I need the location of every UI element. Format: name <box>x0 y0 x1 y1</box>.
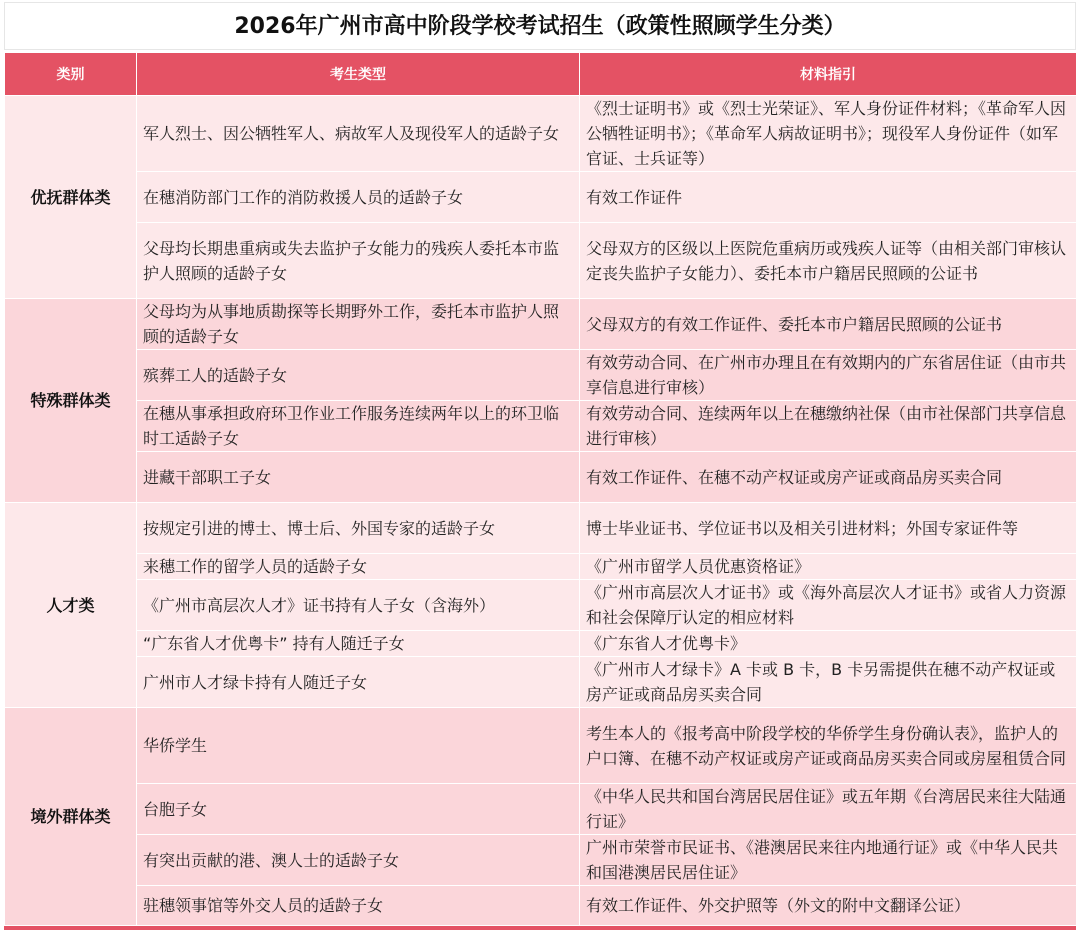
type-cell: 父母均为从事地质勘探等长期野外工作，委托本市监护人照顾的适龄子女 <box>137 299 580 350</box>
page-title: 2026年广州市高中阶段学校考试招生（政策性照顾学生分类） <box>4 2 1076 50</box>
type-cell: 驻穗领事馆等外交人员的适龄子女 <box>137 886 580 926</box>
type-cell: 在穗消防部门工作的消防救援人员的适龄子女 <box>137 172 580 223</box>
type-cell: 殡葬工人的适龄子女 <box>137 350 580 401</box>
guide-cell: 博士毕业证书、学位证书以及相关引进材料；外国专家证件等 <box>580 503 1077 554</box>
table-row <box>5 708 1077 784</box>
type-cell: “广东省人才优粤卡” 持有人随迁子女 <box>137 631 580 657</box>
category-cell: 境外群体类 <box>5 708 137 926</box>
table-row <box>5 350 1077 401</box>
type-cell: 在穗从事承担政府环卫作业工作服务连续两年以上的环卫临时工适龄子女 <box>137 401 580 452</box>
type-cell: 军人烈士、因公牺牲军人、病故军人及现役军人的适龄子女 <box>137 96 580 172</box>
table-row <box>5 223 1077 299</box>
guide-cell: 《烈士证明书》或《烈士光荣证》、军人身份证件材料；《革命军人因公牺牲证明书》；《革命军人病故证明书》；现役军人身份证件（如军官证、士兵证等） <box>580 96 1077 172</box>
guide-cell: 有效工作证件、外交护照等（外文的附中文翻译公证） <box>580 886 1077 926</box>
table-row <box>5 299 1077 350</box>
table-row <box>5 784 1077 835</box>
guide-cell: 考生本人的《报考高中阶段学校的华侨学生身份确认表》，监护人的户口簿、在穗不动产权证或房产证或商品房买卖合同或房屋租赁合同 <box>580 708 1077 784</box>
guide-cell: 广州市荣誉市民证书、《港澳居民来往内地通行证》或《中华人民共和国港澳居民居住证》 <box>580 835 1077 886</box>
guide-cell: 有效劳动合同、在广州市办理且在有效期内的广东省居住证（由市共享信息进行审核） <box>580 350 1077 401</box>
table-row <box>5 835 1077 886</box>
type-cell: 有突出贡献的港、澳人士的适龄子女 <box>137 835 580 886</box>
type-cell: 进藏干部职工子女 <box>137 452 580 503</box>
category-cell: 人才类 <box>5 503 137 708</box>
type-cell: 广州市人才绿卡持有人随迁子女 <box>137 657 580 708</box>
category-cell: 特殊群体类 <box>5 299 137 503</box>
table-row <box>5 401 1077 452</box>
policy-table <box>4 52 1077 926</box>
guide-cell: 《广州市留学人员优惠资格证》 <box>580 554 1077 580</box>
guide-cell: 有效工作证件 <box>580 172 1077 223</box>
guide-cell: 《广东省人才优粤卡》 <box>580 631 1077 657</box>
guide-cell: 《中华人民共和国台湾居民居住证》或五年期《台湾居民来往大陆通行证》 <box>580 784 1077 835</box>
category-cell: 优抚群体类 <box>5 96 137 299</box>
header-type: 考生类型 <box>137 53 580 96</box>
guide-cell: 有效工作证件、在穗不动产权证或房产证或商品房买卖合同 <box>580 452 1077 503</box>
table-row <box>5 452 1077 503</box>
table-row <box>5 554 1077 580</box>
bottom-accent-bar <box>4 926 1076 930</box>
header-category: 类别 <box>5 53 137 96</box>
table-row <box>5 172 1077 223</box>
table-header-row <box>5 53 1077 96</box>
table-row <box>5 96 1077 172</box>
type-cell: 按规定引进的博士、博士后、外国专家的适龄子女 <box>137 503 580 554</box>
type-cell: 台胞子女 <box>137 784 580 835</box>
table-row <box>5 503 1077 554</box>
table-row <box>5 580 1077 631</box>
guide-cell: 父母双方的有效工作证件、委托本市户籍居民照顾的公证书 <box>580 299 1077 350</box>
header-guide: 材料指引 <box>580 53 1077 96</box>
guide-cell: 《广州市人才绿卡》A 卡或 B 卡，B 卡另需提供在穗不动产权证或房产证或商品房买卖合同 <box>580 657 1077 708</box>
page <box>0 2 1080 931</box>
type-cell: 父母均长期患重病或失去监护子女能力的残疾人委托本市监护人照顾的适龄子女 <box>137 223 580 299</box>
guide-cell: 有效劳动合同、连续两年以上在穗缴纳社保（由市社保部门共享信息进行审核） <box>580 401 1077 452</box>
type-cell: 《广州市高层次人才》证书持有人子女（含海外） <box>137 580 580 631</box>
guide-cell: 父母双方的区级以上医院危重病历或残疾人证等（由相关部门审核认定丧失监护子女能力）、委托本市户籍居民照顾的公证书 <box>580 223 1077 299</box>
type-cell: 来穗工作的留学人员的适龄子女 <box>137 554 580 580</box>
type-cell: 华侨学生 <box>137 708 580 784</box>
table-row <box>5 657 1077 708</box>
table-row <box>5 886 1077 926</box>
guide-cell: 《广州市高层次人才证书》或《海外高层次人才证书》或省人力资源和社会保障厅认定的相应材料 <box>580 580 1077 631</box>
table-row <box>5 631 1077 657</box>
